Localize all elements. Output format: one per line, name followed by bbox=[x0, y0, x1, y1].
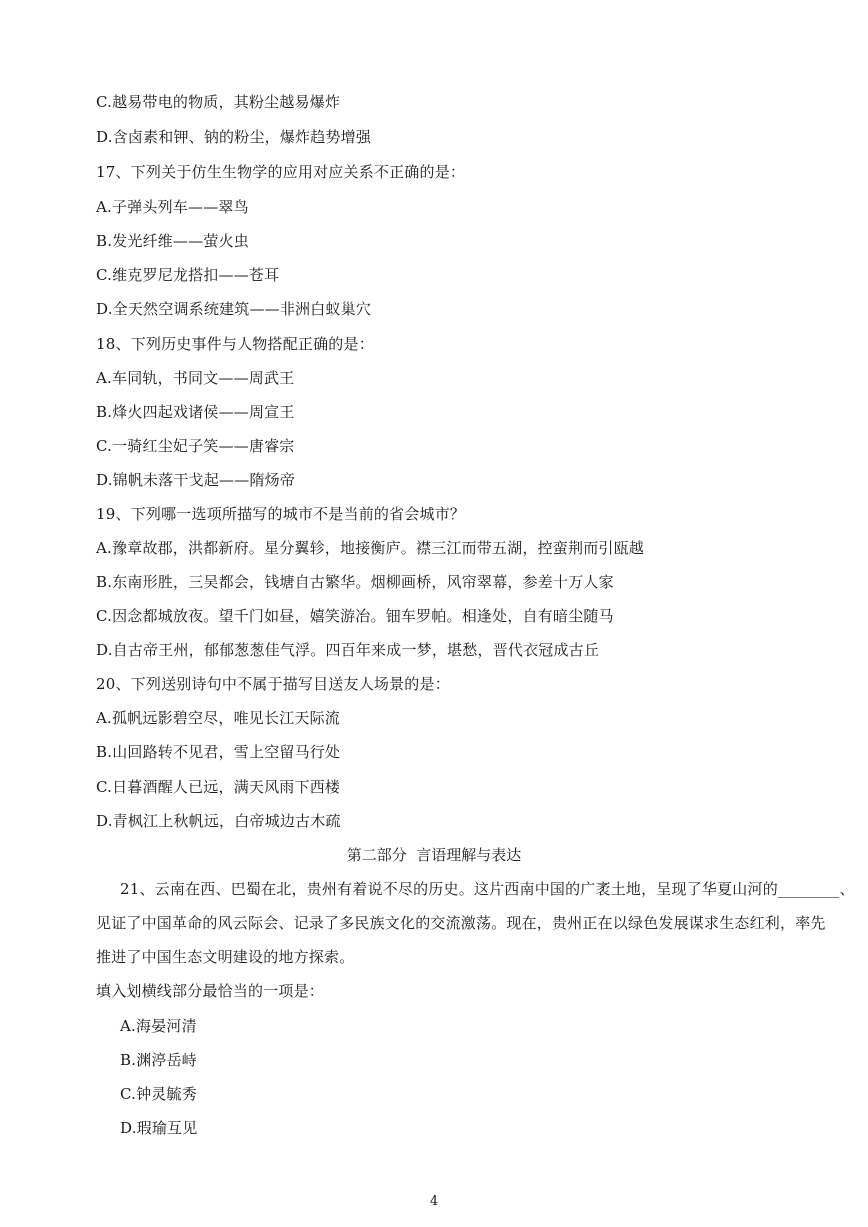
q17-option-d: D.全天然空调系统建筑——非洲白蚁巢穴 bbox=[96, 300, 372, 318]
q18-option-d: D.锦帆未落干戈起——隋炀帝 bbox=[96, 471, 296, 489]
q21-instruction: 填入划横线部分最恰当的一项是： bbox=[96, 982, 325, 1000]
q20-option-a: A.孤帆远影碧空尽，唯见长江天际流 bbox=[96, 709, 341, 727]
q21-paragraph-line-3: 推进了中国生态文明建设的地方探索。 bbox=[96, 948, 355, 966]
q19-stem: 19、下列哪一选项所描写的城市不是当前的省会城市？ bbox=[96, 505, 466, 523]
q19-option-a: A.豫章故郡，洪都新府。星分翼轸，地接衡庐。襟三江而带五湖，控蛮荆而引瓯越 bbox=[96, 539, 645, 557]
q17-option-b: B.发光纤维——萤火虫 bbox=[96, 232, 249, 250]
q17-stem: 17、下列关于仿生生物学的应用对应关系不正确的是： bbox=[96, 163, 466, 181]
q16-option-c: C.越易带电的物质，其粉尘越易爆炸 bbox=[96, 93, 341, 111]
q20-option-c: C.日暮酒醒人已远，满天风雨下西楼 bbox=[96, 778, 341, 796]
q20-option-d: D.青枫江上秋帆远，白帝城边古木疏 bbox=[96, 812, 341, 830]
q18-stem: 18、下列历史事件与人物搭配正确的是： bbox=[96, 335, 374, 353]
q19-option-b: B.东南形胜，三吴都会，钱塘自古繁华。烟柳画桥，风帘翠幕，参差十万人家 bbox=[96, 573, 614, 591]
q19-option-d: D.自古帝王州，郁郁葱葱佳气浮。四百年来成一梦，堪愁，晋代衣冠成古丘 bbox=[96, 641, 600, 659]
q20-stem: 20、下列送别诗句中不属于描写目送友人场景的是： bbox=[96, 675, 450, 693]
q16-option-d: D.含卤素和钾、钠的粉尘，爆炸趋势增强 bbox=[96, 128, 372, 146]
q21-option-b: B.渊渟岳峙 bbox=[120, 1051, 197, 1069]
q19-option-c: C.因念都城放夜。望千门如昼，嬉笑游冶。钿车罗帕。相逢处，自有暗尘随马 bbox=[96, 607, 614, 625]
section-title: 第二部分 言语理解与表达 bbox=[346, 846, 522, 864]
q21-option-a: A.海晏河清 bbox=[120, 1017, 197, 1035]
q18-option-c: C.一骑红尘妃子笑——唐睿宗 bbox=[96, 437, 295, 455]
q18-option-a: A.车同轨，书同文——周武王 bbox=[96, 369, 295, 387]
q21-option-d: D.瑕瑜互见 bbox=[120, 1119, 198, 1137]
q17-option-c: C.维克罗尼龙搭扣——苍耳 bbox=[96, 266, 280, 284]
q21-option-c: C.钟灵毓秀 bbox=[120, 1085, 197, 1103]
q17-option-a: A.子弹头列车——翠鸟 bbox=[96, 198, 249, 216]
page-number: 4 bbox=[429, 1194, 439, 1209]
q21-paragraph-line-1: 21、云南在西、巴蜀在北，贵州有着说不尽的历史。这片西南中国的广袤土地，呈现了华夏山河的________、 bbox=[120, 880, 855, 898]
q20-option-b: B.山回路转不见君，雪上空留马行处 bbox=[96, 743, 341, 761]
q18-option-b: B.烽火四起戏诸侯——周宣王 bbox=[96, 403, 295, 421]
q21-paragraph-line-2: 见证了中国革命的风云际会、记录了多民族文化的交流激荡。现在，贵州正在以绿色发展谋求生态红利，率先 bbox=[96, 914, 826, 932]
